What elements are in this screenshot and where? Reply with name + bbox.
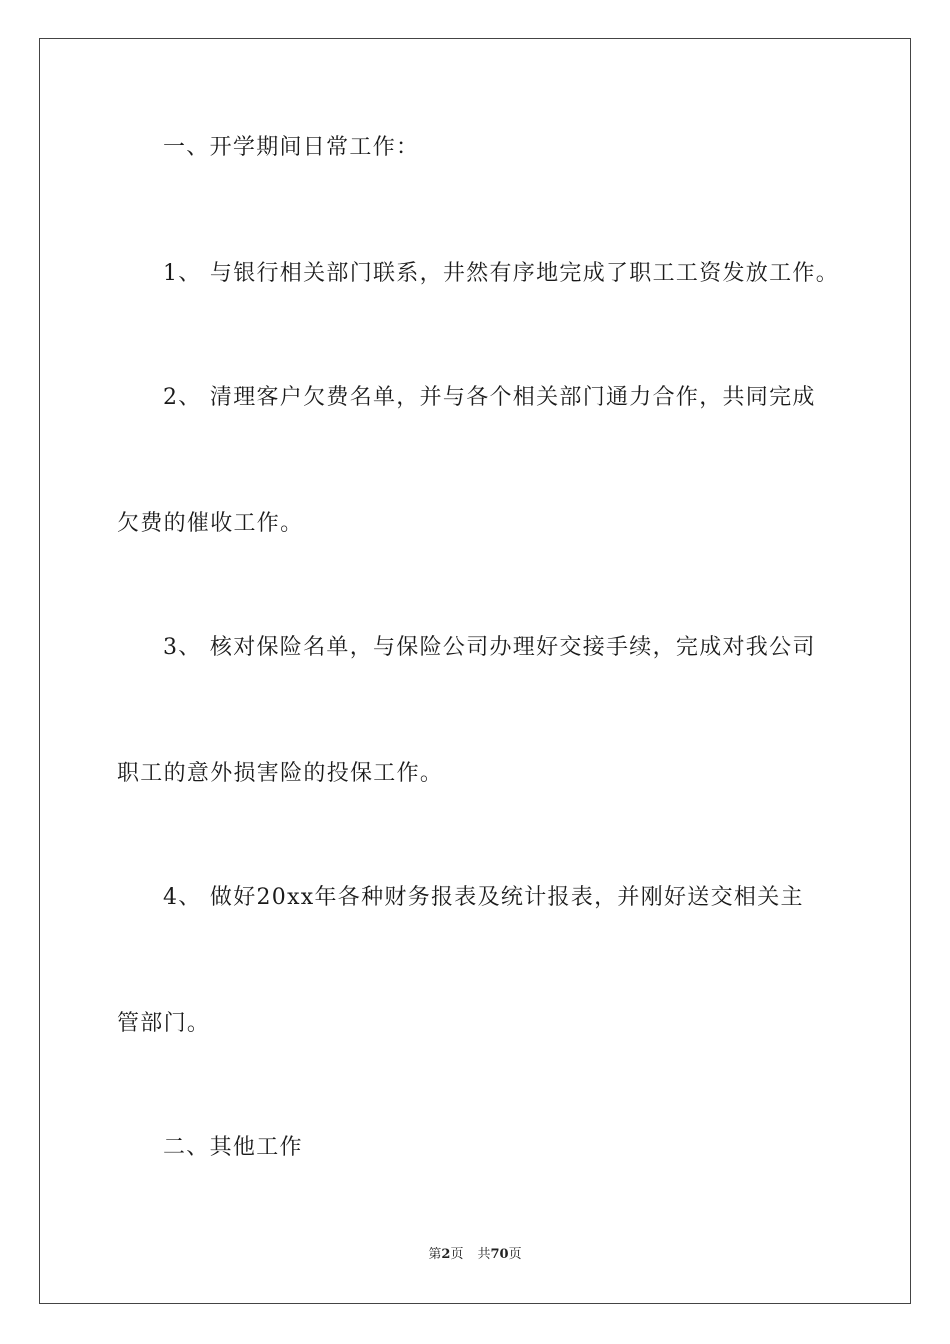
paragraph-line: 4、 做好20xx年各种财务报表及统计报表，并刚好送交相关主 bbox=[163, 885, 804, 910]
paragraph-line: 管部门。 bbox=[117, 1011, 211, 1036]
page-suffix: 页 bbox=[450, 1247, 464, 1262]
paragraph-line: 1、 与银行相关部门联系，井然有序地完成了职工工资发放工作。 bbox=[163, 261, 839, 286]
section-heading-1: 一、开学期间日常工作： bbox=[163, 135, 420, 160]
page-number: 2 bbox=[441, 1247, 451, 1262]
paragraph-line: 3、 核对保险名单，与保险公司办理好交接手续，完成对我公司 bbox=[163, 635, 816, 660]
total-suffix: 页 bbox=[508, 1247, 522, 1262]
paragraph-line: 职工的意外损害险的投保工作。 bbox=[117, 761, 444, 786]
total-pages: 70 bbox=[490, 1247, 509, 1262]
paragraph-line: 2、 清理客户欠费名单，并与各个相关部门通力合作，共同完成 bbox=[163, 385, 816, 410]
total-prefix: 共 bbox=[477, 1247, 491, 1262]
page-footer bbox=[0, 1246, 950, 1264]
section-heading-2: 二、其他工作 bbox=[163, 1135, 303, 1160]
paragraph-line: 欠费的催收工作。 bbox=[117, 511, 304, 536]
page-frame bbox=[39, 38, 911, 1304]
page-prefix: 第 bbox=[428, 1247, 442, 1262]
